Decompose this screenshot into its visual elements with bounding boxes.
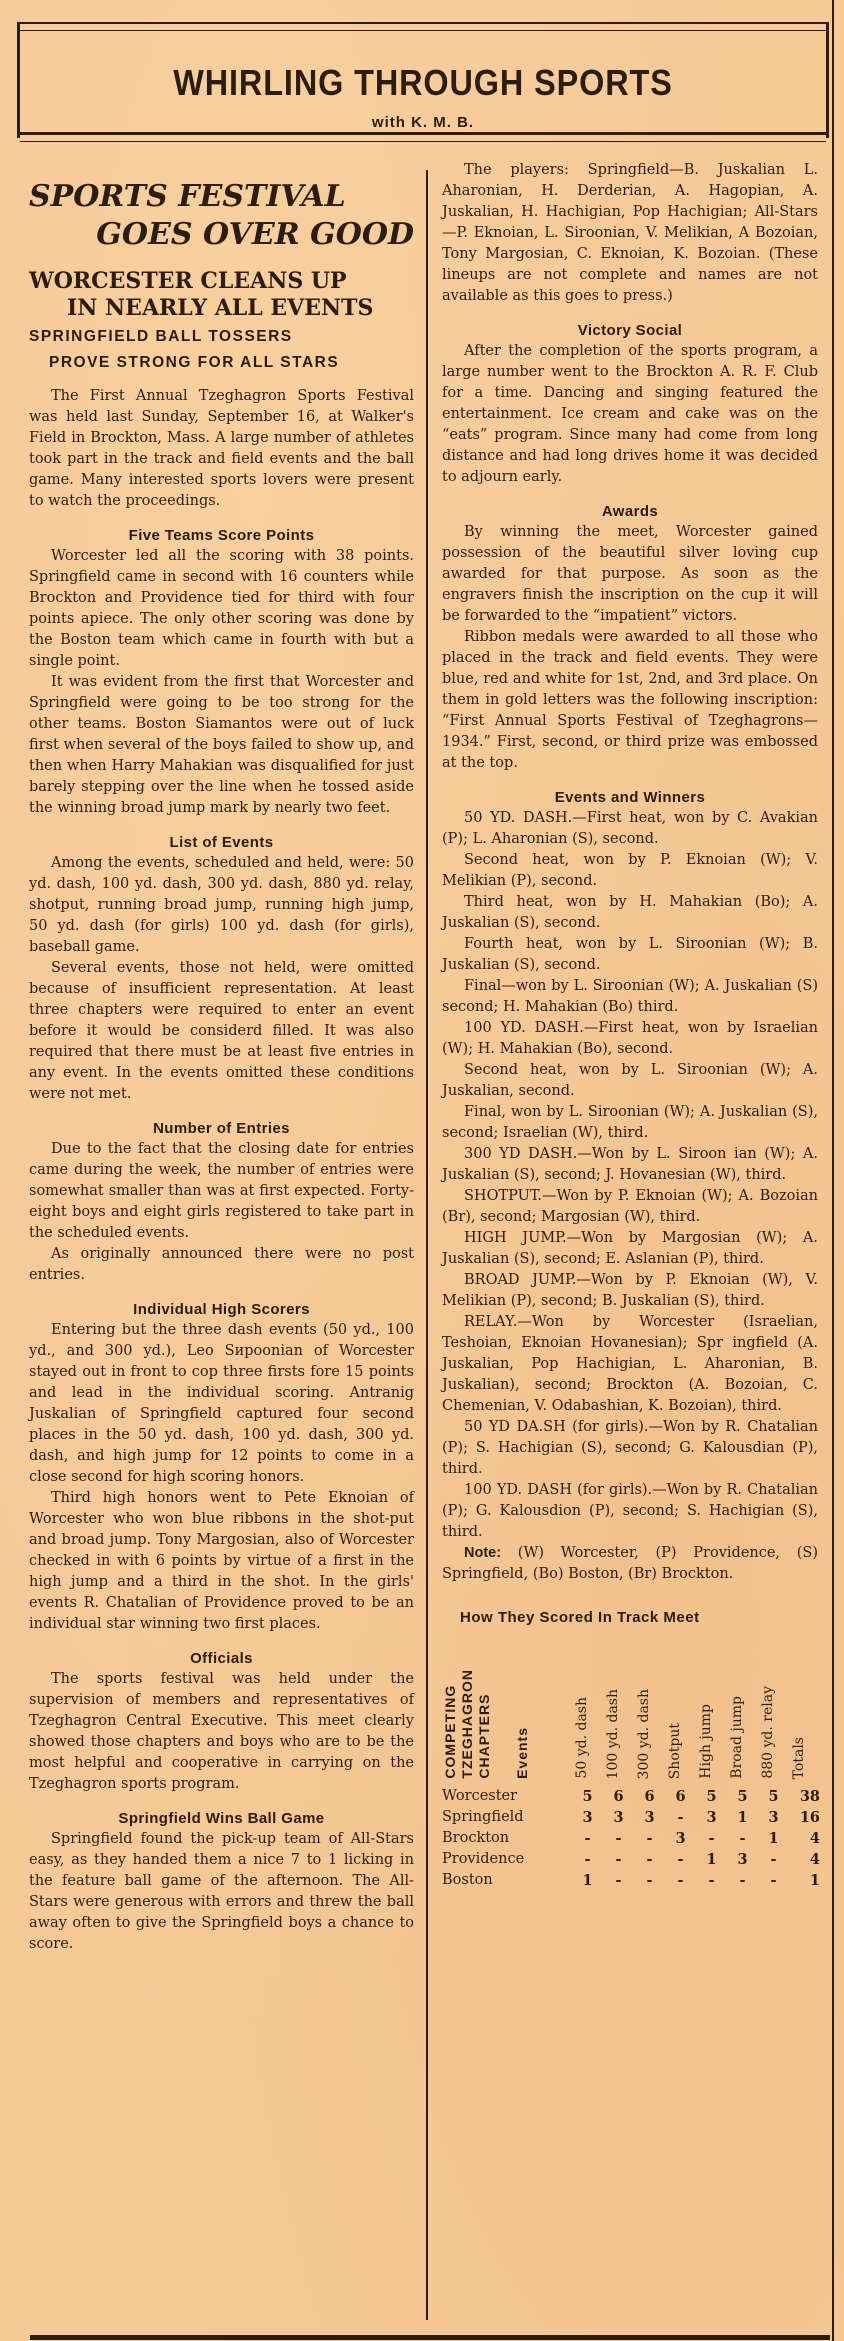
section-heading: Victory Social xyxy=(577,322,683,339)
event-score: - xyxy=(584,1851,591,1868)
team-name: Boston xyxy=(442,1872,493,1888)
paragraph: Worcester led all the scoring with 38 points. Springfield came in second with 16 counters while Brockton and Providence tied for third with four points apiece. The only other scoring was done by the Boston team which came in fourth with but a single point. xyxy=(29,548,414,669)
event-result: Fourth heat, won by L. Siroonian (W); B. Juskalian (S), second. xyxy=(442,936,818,973)
event-result: 100 YD. DASH.—First heat, won by Israelian (W); H. Mahakian (Bo), second. xyxy=(442,1020,818,1057)
deck-secondary-line-2: PROVE STRONG FOR ALL STARS xyxy=(49,354,340,371)
byline: with K. M. B. xyxy=(371,114,475,131)
event-score: - xyxy=(615,1872,622,1889)
event-score: 3 xyxy=(737,1851,748,1868)
team-total: 38 xyxy=(799,1788,820,1805)
left-column xyxy=(29,158,414,1955)
score-table-body xyxy=(442,1786,820,1891)
event-score: - xyxy=(646,1851,653,1868)
event-result: 50 YD. DASH.—First heat, won by C. Avakian (P); L. Aharonian (S), second. xyxy=(442,810,818,847)
paragraph: By winning the meet, Worcester gained possession of the beautiful silver loving cup awarded for that purpose. As soon as the engravers finish the inscription on the cup it will be forwarded to the “impatient” victors. xyxy=(442,524,818,624)
event-result: Final, won by L. Siroonian (W); A. Juskalian (S), second; Israelian (W), third. xyxy=(442,1104,818,1141)
section-heading: Number of Entries xyxy=(153,1120,290,1137)
column-divider xyxy=(426,170,428,2320)
paragraph: Among the events, scheduled and held, were: 50 yd. dash, 100 yd. dash, 300 yd. dash, 880 yd. relay, shotput, running broad jump, running high jump, 50 yd. dash (for girls) 100 yd. dash (for girls), baseball game. xyxy=(29,855,414,955)
team-total: 4 xyxy=(809,1851,820,1868)
section-heading: Springfield Wins Ball Game xyxy=(118,1810,325,1827)
bottom-rule xyxy=(30,2335,830,2340)
event-score: 6 xyxy=(644,1788,655,1805)
paragraph: The sports festival was held under the supervision of members and representatives of Tzeghagron Central Executive. This meet clearly showed those chapters and boys who are to be the most helpful and cooperative in carrying on the Tzeghagron sports program. xyxy=(29,1671,414,1792)
masthead xyxy=(17,22,829,138)
column-header-label: Totals xyxy=(791,1736,807,1779)
event-score: 5 xyxy=(706,1788,717,1805)
event-score: 5 xyxy=(737,1788,748,1805)
event-score: 3 xyxy=(644,1809,655,1826)
event-score: - xyxy=(677,1872,684,1889)
note-label: Note: xyxy=(464,1545,502,1561)
paragraph: After the completion of the sports program, a large number went to the Brockton A. R. F. Club for a time. Dancing and singing featured the entertainment. Ice cream and cake was on the “eats” program. Since many had come from long distance and had long drives home it was decided to adjourn early. xyxy=(442,343,818,485)
event-score: - xyxy=(739,1872,746,1889)
paragraph: Springfield found the pick-up team of All-Stars easy, as they handed them a nice 7 to 1 licking in the feature ball game of the afternoon. The All-Stars were generous with errors and threw the ball away often to give the Springfield boys a chance to score. xyxy=(29,1831,414,1952)
event-score: 5 xyxy=(768,1788,779,1805)
column-header-label: Broad jump xyxy=(729,1696,745,1779)
column-header xyxy=(572,1636,603,1786)
deck-primary-line-2: IN NEARLY ALL EVENTS xyxy=(67,295,374,321)
team-name: Springfield xyxy=(442,1809,524,1825)
event-score: - xyxy=(708,1872,715,1889)
page-border xyxy=(832,0,834,2341)
event-result: RELAY.—Won by Worcester (Israelian, Teshoian, Eknoian Hovanesian); Spr ingfield (A. Juskalian, Pop Hachigian, L. Aharonian, B. Juskalian), second; Brockton (A. Bozoian, C. Chemenian, V. Odabashian, K. Bozoian), third. xyxy=(442,1314,818,1414)
column-header-label: 50 yd. dash xyxy=(574,1697,590,1779)
paragraph: The players: Springfield—B. Juskalian L. Aharonian, H. Derderian, A. Hagopian, A. Juskalian, H. Hachigian, Pop Hachigian; All-Stars—P. Eknoian, L. Siroonian, V. Melikian, A Bozoian, Tony Margosian, C. Eknoian, K. Bozoian. (These lineups are not complete and names are not available as this goes to press.) xyxy=(442,162,818,304)
paragraph: As originally announced there were no post entries. xyxy=(29,1246,414,1283)
event-score: - xyxy=(677,1809,684,1826)
team-total: 4 xyxy=(809,1830,820,1847)
column-header xyxy=(696,1636,727,1786)
event-score: - xyxy=(770,1872,777,1889)
event-score: 3 xyxy=(613,1809,624,1826)
section-heading: Five Teams Score Points xyxy=(128,527,315,544)
event-result: BROAD JUMP.—Won by P. Eknoian (W), V. Melikian (P), second; B. Juskalian (S), third. xyxy=(442,1272,818,1309)
event-score: - xyxy=(615,1830,622,1847)
event-score: 3 xyxy=(582,1809,593,1826)
section-heading: Officials xyxy=(190,1650,253,1667)
event-score: 3 xyxy=(768,1809,779,1826)
event-score: - xyxy=(646,1872,653,1889)
section-heading: Awards xyxy=(601,503,659,520)
paragraph: Third high honors went to Pete Eknoian of Worcester who won blue ribbons in the shot-put and broad jump. Tony Margosian, also of Worcester checked in with 6 points by virtue of a first in the high jump and a third in the shot. In the girls' events R. Chatalian of Providence proved to be an individual star winning two first places. xyxy=(29,1490,414,1632)
section-heading: Individual High Scorers xyxy=(133,1301,310,1318)
event-score: 1 xyxy=(582,1872,593,1889)
column-header-label: 100 yd. dash xyxy=(605,1688,621,1779)
column-header xyxy=(727,1636,758,1786)
score-table-title: How They Scored In Track Meet xyxy=(460,1609,700,1626)
section-heading: Events and Winners xyxy=(554,789,706,806)
event-score: - xyxy=(615,1851,622,1868)
table-row xyxy=(442,1870,820,1891)
paragraph: It was evident from the first that Worcester and Springfield were going to be too strong for the other teams. Boston Siamantos were out of luck first when several of the boys failed to show up, and then when Harry Mahakian was disqualified for just barely stepping over the line when he tossed aside the winning broad jump mark by nearly two feet. xyxy=(29,674,414,816)
table-row xyxy=(442,1786,820,1807)
event-score: - xyxy=(739,1830,746,1847)
event-result: Second heat, won by P. Eknoian (W); V. Melikian (P), second. xyxy=(442,852,818,889)
note xyxy=(442,1543,818,1585)
event-score: - xyxy=(584,1830,591,1847)
event-score: - xyxy=(770,1851,777,1868)
column-header-label: 300 yd. dash xyxy=(636,1688,652,1779)
deck-primary-line-1: WORCESTER CLEANS UP xyxy=(29,268,347,294)
column-header xyxy=(665,1636,696,1786)
column-header xyxy=(789,1636,820,1786)
column-header xyxy=(603,1636,634,1786)
event-result: 100 YD. DASH (for girls).—Won by R. Chatalian (P); G. Kalousdion (P), second; S. Hachigian (S), third. xyxy=(442,1482,818,1540)
event-score: - xyxy=(708,1830,715,1847)
team-total: 1 xyxy=(809,1872,820,1889)
event-score: 5 xyxy=(582,1788,593,1805)
paragraph: Due to the fact that the closing date for entries came during the week, the number of entries were somewhat smaller than was at first expected. Forty-eight boys and eight girls registered to take part in the scheduled events. xyxy=(29,1141,414,1241)
team-name: Worcester xyxy=(442,1788,518,1804)
events-header: Events xyxy=(513,1727,530,1779)
team-name: Brockton xyxy=(442,1830,510,1846)
column-header-label: High jump xyxy=(698,1704,714,1779)
headline-line-2: GOES OVER GOOD xyxy=(96,217,414,252)
event-result: SHOTPUT.—Won by P. Eknoian (W); A. Bozoian (Br), second; Margosian (W), third. xyxy=(442,1188,818,1225)
deck-secondary xyxy=(29,324,414,376)
events-list xyxy=(442,808,818,1543)
score-table-header xyxy=(442,1636,820,1786)
headline-line-1: SPORTS FESTIVAL xyxy=(29,179,346,214)
event-score: 6 xyxy=(613,1788,624,1805)
column-header xyxy=(634,1636,665,1786)
table-row xyxy=(442,1807,820,1828)
paragraph: Entering but the three dash events (50 yd., 100 yd., and 300 yd.), Leo Sироonian of Worcester stayed out in front to cop three firsts fore 15 points and lead in the individual scoring. Antranig Juskalian of Springfield captured four second places in the 50 yd. dash, 100 yd. dash, 300 yd. dash, and high jump for 12 points to come in a close second for high scoring honors. xyxy=(29,1322,414,1485)
event-score: 3 xyxy=(675,1830,686,1847)
deck-secondary-line-1: SPRINGFIELD BALL TOSSERS xyxy=(29,328,293,345)
note-text: (W) Worcester, (P) Providence, (S) Springfield, (Bo) Boston, (Br) Brockton. xyxy=(442,1545,819,1582)
header-chapters xyxy=(442,1636,572,1786)
intro-paragraph: The First Annual Tzeghagron Sports Festival was held last Sunday, September 16, at Walker's Field in Brockton, Mass. A large number of athletes took part in the track and field events and the ball game. Many interested sports lovers were present to watch the proceedings. xyxy=(29,388,414,509)
event-result: Final—won by L. Siroonian (W); A. Juskalian (S) second; H. Mahakian (Bo) third. xyxy=(442,978,818,1015)
table-row xyxy=(442,1828,820,1849)
right-column xyxy=(442,160,818,1891)
column-header xyxy=(758,1636,789,1786)
paragraph: Several events, those not held, were omitted because of insufficient representation. At least three chapters were required to enter an event before it would be considerd filled. It was also required that there must be at least five entries in any event. In the events omitted these conditions were not met. xyxy=(29,960,414,1102)
section-heading: List of Events xyxy=(169,834,274,851)
event-score: 1 xyxy=(706,1851,717,1868)
event-score: 6 xyxy=(675,1788,686,1805)
column-title: WHIRLING THROUGH SPORTS xyxy=(173,62,673,103)
team-name: Providence xyxy=(442,1851,525,1867)
event-score: 3 xyxy=(706,1809,717,1826)
event-score: 1 xyxy=(737,1809,748,1826)
column-header-label: Shotput xyxy=(667,1722,683,1779)
event-result: HIGH JUMP.—Won by Margosian (W); A. Juskalian (S), second; E. Aslanian (P), third. xyxy=(442,1230,818,1267)
event-result: 50 YD DA.SH (for girls).—Won by R. Chatalian (P); S. Hachigian (S), second; G. Kalousdian (P), third. xyxy=(442,1419,818,1477)
team-total: 16 xyxy=(799,1809,820,1826)
score-table xyxy=(442,1636,820,1891)
column-header-label: 880 yd. relay xyxy=(760,1686,776,1779)
event-result: 300 YD DASH.—Won by L. Siroon ian (W); A. Juskalian (S), second; J. Hovanesian (W), third. xyxy=(442,1146,818,1183)
event-result: Third heat, won by H. Mahakian (Bo); A. Juskalian (S), second. xyxy=(442,894,818,931)
deck-primary xyxy=(29,268,414,322)
table-row xyxy=(442,1849,820,1870)
event-score: 1 xyxy=(768,1830,779,1847)
paragraph: Ribbon medals were awarded to all those who placed in the track and field events. They were blue, red and white for 1st, 2nd, and 3rd place. On them in gold letters was the following inscription: “First Annual Sports Festival of Tzeghagrons—1934.” First, second, or third prize was embossed at the top. xyxy=(442,629,818,771)
event-score: - xyxy=(677,1851,684,1868)
event-result: Second heat, won by L. Siroonian (W); A. Juskalian, second. xyxy=(442,1062,818,1099)
event-score: - xyxy=(646,1830,653,1847)
chapters-header: COMPETING TZEGHAGRON CHAPTERS xyxy=(442,1669,492,1779)
headline xyxy=(29,178,414,254)
